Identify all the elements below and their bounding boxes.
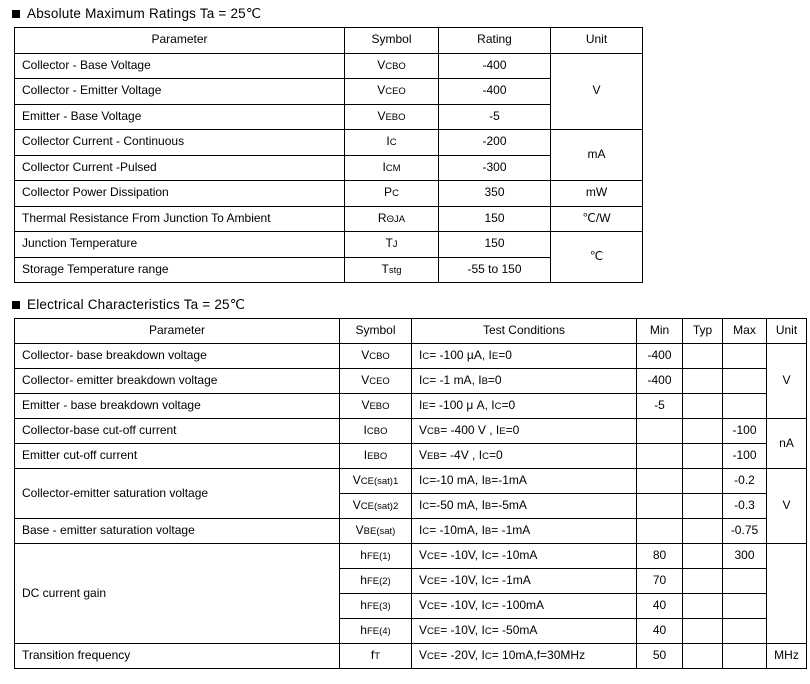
table-row — [15, 344, 807, 369]
header-unit: Unit — [767, 319, 807, 344]
symbol-main: T — [385, 236, 393, 251]
symbol-subscript: J — [392, 239, 398, 251]
row-min — [637, 419, 683, 444]
header-rating: Rating — [439, 28, 551, 54]
cond-rest: = -10mA, I — [429, 523, 485, 538]
electrical-characteristics-table — [14, 318, 807, 669]
header-min: Min — [637, 319, 683, 344]
row-test-conditions — [412, 569, 637, 594]
row-typ — [683, 394, 723, 419]
row-unit-voltage: V — [551, 53, 643, 130]
symbol-subscript: CEO — [385, 86, 406, 98]
cond-sub2: C — [484, 551, 492, 563]
row-min: -400 — [637, 344, 683, 369]
cond-rest2: = -1mA — [491, 573, 531, 588]
cond-sub: C — [422, 476, 430, 488]
row-parameter: Collector- base breakdown voltage — [15, 344, 340, 369]
table-row — [15, 130, 643, 156]
symbol-main: R — [377, 210, 387, 225]
section-title-electrical-characteristics — [12, 297, 810, 313]
table-header-row — [15, 28, 643, 54]
cond-rest: = -10V, I — [440, 598, 485, 613]
row-typ — [683, 619, 723, 644]
row-max — [723, 594, 767, 619]
row-typ — [683, 594, 723, 619]
cond-rest: = -100 μ A, I — [428, 398, 495, 413]
row-symbol — [345, 104, 439, 130]
cond-rest2: = -100mA — [491, 598, 545, 613]
row-unit-voltage-breakdown: V — [767, 344, 807, 419]
table-row — [15, 206, 643, 232]
cond-sub: CE — [427, 551, 441, 563]
cond-main: V — [419, 548, 428, 563]
table-row — [15, 469, 807, 494]
row-parameter: Transition frequency — [15, 644, 340, 669]
row-rating: -300 — [439, 155, 551, 181]
cond-sub: CE — [427, 576, 441, 588]
row-parameter: Collector Current - Continuous — [15, 130, 345, 156]
row-test-conditions — [412, 519, 637, 544]
symbol-main: V — [377, 108, 386, 123]
row-typ — [683, 494, 723, 519]
absolute-maximum-ratings-table — [14, 27, 643, 283]
row-symbol — [340, 469, 412, 494]
row-unit-volt-sat: V — [767, 469, 807, 544]
symbol-subscript: BE(sat) — [363, 526, 396, 538]
row-min: 40 — [637, 619, 683, 644]
symbol-subscript: CE(sat)1 — [360, 476, 399, 488]
symbol-subscript: ΘJA — [386, 213, 406, 225]
table-header-row — [15, 319, 807, 344]
row-typ — [683, 544, 723, 569]
cond-main: V — [419, 448, 428, 463]
symbol-main: V — [377, 57, 386, 72]
row-symbol — [345, 181, 439, 207]
header-parameter: Parameter — [15, 28, 345, 54]
cond-sub2: C — [484, 601, 492, 613]
symbol-subscript: C — [389, 137, 397, 149]
row-max: -0.3 — [723, 494, 767, 519]
row-symbol — [340, 594, 412, 619]
cond-main: I — [419, 523, 423, 538]
cond-main: I — [419, 398, 423, 413]
symbol-main: V — [361, 398, 370, 413]
cond-sub2: C — [484, 651, 492, 663]
row-symbol — [345, 257, 439, 283]
symbol-main: I — [386, 134, 390, 149]
row-test-conditions — [412, 419, 637, 444]
cond-main: V — [419, 623, 428, 638]
row-min: 80 — [637, 544, 683, 569]
row-symbol — [345, 130, 439, 156]
square-bullet-icon — [12, 10, 20, 18]
row-unit-gain — [767, 544, 807, 644]
cond-rest: = -20V, I — [440, 648, 485, 663]
row-parameter: Storage Temperature range — [15, 257, 345, 283]
cond-rest2: =-5mA — [491, 498, 527, 513]
cond-sub: E — [422, 401, 429, 413]
symbol-subscript: stg — [388, 264, 402, 276]
symbol-subscript: EBO — [367, 451, 388, 463]
symbol-subscript: CE(sat)2 — [360, 501, 399, 513]
table-row — [15, 419, 807, 444]
row-parameter: Emitter - Base Voltage — [15, 104, 345, 130]
table-row — [15, 369, 807, 394]
row-test-conditions — [412, 444, 637, 469]
symbol-subscript: FE(3) — [366, 601, 391, 613]
row-parameter: Collector-base cut-off current — [15, 419, 340, 444]
symbol-main: T — [381, 261, 389, 276]
row-rating: -55 to 150 — [439, 257, 551, 283]
section-title-absolute-maximum-ratings — [12, 6, 810, 22]
symbol-subscript: EBO — [385, 111, 406, 123]
row-test-conditions — [412, 469, 637, 494]
cond-rest2: = -50mA — [491, 623, 538, 638]
row-min: 40 — [637, 594, 683, 619]
cond-main: V — [419, 573, 428, 588]
cond-main: I — [419, 473, 423, 488]
row-test-conditions — [412, 644, 637, 669]
cond-rest: =-50 mA, I — [429, 498, 485, 513]
row-typ — [683, 519, 723, 544]
cond-rest2: =0 — [487, 373, 502, 388]
cond-sub: C — [422, 501, 430, 513]
row-unit: ℃/W — [551, 206, 643, 232]
row-max: -100 — [723, 419, 767, 444]
header-max: Max — [723, 319, 767, 344]
row-parameter: Collector Power Dissipation — [15, 181, 345, 207]
symbol-subscript: CBO — [369, 351, 390, 363]
header-parameter: Parameter — [15, 319, 340, 344]
table-row — [15, 444, 807, 469]
table-row — [15, 544, 807, 569]
row-typ — [683, 344, 723, 369]
cond-sub2: E — [491, 351, 499, 363]
cond-sub: C — [422, 526, 430, 538]
row-unit-nanoamp: nA — [767, 419, 807, 469]
row-unit-temperature: ℃ — [551, 232, 643, 283]
cond-rest2: =-1mA — [491, 473, 527, 488]
row-typ — [683, 469, 723, 494]
cond-rest: = -400 V , I — [440, 423, 500, 438]
symbol-main: I — [363, 448, 368, 463]
table-row — [15, 104, 643, 130]
header-test-conditions: Test Conditions — [412, 319, 637, 344]
row-symbol — [340, 419, 412, 444]
symbol-main: V — [355, 523, 364, 538]
row-symbol — [340, 369, 412, 394]
row-symbol — [340, 569, 412, 594]
row-rating: -400 — [439, 79, 551, 105]
symbol-subscript: CEO — [369, 376, 390, 388]
row-parameter: Collector - Emitter Voltage — [15, 79, 345, 105]
row-rating: -200 — [439, 130, 551, 156]
cond-main: V — [419, 598, 428, 613]
row-symbol — [345, 53, 439, 79]
header-symbol: Symbol — [340, 319, 412, 344]
cond-sub2: B — [484, 526, 492, 538]
row-max: -100 — [723, 444, 767, 469]
row-parameter: Base - emitter saturation voltage — [15, 519, 340, 544]
cond-rest: = -100 µA, I — [429, 348, 492, 363]
row-rating: -5 — [439, 104, 551, 130]
cond-rest: = -10V, I — [440, 623, 485, 638]
row-max: -0.2 — [723, 469, 767, 494]
row-test-conditions — [412, 394, 637, 419]
cond-rest2: =0 — [488, 448, 503, 463]
symbol-subscript: C — [392, 188, 399, 200]
cond-main: V — [419, 423, 428, 438]
symbol-main: V — [377, 83, 386, 98]
row-test-conditions — [412, 494, 637, 519]
row-parameter: DC current gain — [15, 544, 340, 644]
symbol-subscript: CM — [385, 162, 401, 174]
row-parameter: Emitter - base breakdown voltage — [15, 394, 340, 419]
symbol-main: h — [360, 573, 367, 588]
symbol-main: V — [361, 348, 370, 363]
symbol-main: h — [360, 598, 367, 613]
symbol-main: P — [384, 185, 393, 200]
row-symbol — [345, 155, 439, 181]
row-unit-current: mA — [551, 130, 643, 181]
row-max — [723, 569, 767, 594]
cond-main: I — [419, 373, 423, 388]
symbol-subscript: FE(4) — [366, 626, 391, 638]
row-parameter: Collector- emitter breakdown voltage — [15, 369, 340, 394]
cond-rest: = -1 mA, I — [429, 373, 482, 388]
cond-sub2: B — [484, 501, 492, 513]
row-symbol — [345, 232, 439, 258]
row-rating: 150 — [439, 206, 551, 232]
row-max — [723, 344, 767, 369]
cond-sub2: C — [494, 401, 502, 413]
cond-main: I — [419, 348, 423, 363]
symbol-main: h — [360, 623, 367, 638]
row-symbol — [340, 519, 412, 544]
row-symbol — [340, 444, 412, 469]
row-max — [723, 619, 767, 644]
row-parameter: Collector Current -Pulsed — [15, 155, 345, 181]
row-parameter: Junction Temperature — [15, 232, 345, 258]
row-min — [637, 519, 683, 544]
symbol-main: V — [352, 473, 361, 488]
cond-rest: = -10V, I — [440, 548, 485, 563]
cond-sub: C — [422, 351, 430, 363]
cond-sub2: E — [499, 426, 506, 438]
table-row — [15, 232, 643, 258]
table-row — [15, 53, 643, 79]
row-typ — [683, 644, 723, 669]
table-row — [15, 181, 643, 207]
row-rating: 150 — [439, 232, 551, 258]
symbol-subscript: EBO — [369, 401, 390, 413]
row-unit: MHz — [767, 644, 807, 669]
cond-rest2: = 10mA,f=30MHz — [491, 648, 586, 663]
row-symbol — [340, 344, 412, 369]
row-min: -5 — [637, 394, 683, 419]
row-symbol — [340, 494, 412, 519]
cond-sub2: C — [484, 576, 492, 588]
row-symbol — [340, 644, 412, 669]
row-max — [723, 394, 767, 419]
cond-rest2: =0 — [505, 423, 520, 438]
row-symbol — [345, 206, 439, 232]
cond-sub2: B — [481, 376, 488, 388]
cond-rest2: = -1mA — [491, 523, 531, 538]
symbol-subscript: FE(1) — [366, 551, 391, 563]
row-symbol — [345, 79, 439, 105]
header-unit: Unit — [551, 28, 643, 54]
symbol-main: f — [370, 648, 375, 663]
row-parameter: Collector - Base Voltage — [15, 53, 345, 79]
row-min — [637, 469, 683, 494]
cond-rest: = -10V, I — [440, 573, 485, 588]
symbol-main: V — [352, 498, 361, 513]
row-test-conditions — [412, 369, 637, 394]
row-symbol — [340, 394, 412, 419]
symbol-subscript: T — [374, 651, 381, 663]
row-typ — [683, 419, 723, 444]
symbol-subscript: CBO — [385, 60, 406, 72]
row-parameter: Collector-emitter saturation voltage — [15, 469, 340, 519]
row-typ — [683, 369, 723, 394]
row-min — [637, 494, 683, 519]
header-symbol: Symbol — [345, 28, 439, 54]
table-row — [15, 257, 643, 283]
row-rating: -400 — [439, 53, 551, 79]
cond-rest: = -4V , I — [439, 448, 483, 463]
cond-main: V — [419, 648, 428, 663]
row-symbol — [340, 619, 412, 644]
table-row — [15, 155, 643, 181]
cond-sub2: C — [484, 626, 492, 638]
row-parameter: Emitter cut-off current — [15, 444, 340, 469]
cond-sub: CB — [427, 426, 441, 438]
cond-rest2: =0 — [501, 398, 516, 413]
section-1-title-text: Absolute Maximum Ratings Ta = 25℃ — [27, 6, 262, 21]
symbol-main: h — [360, 548, 367, 563]
cond-rest2: =0 — [498, 348, 512, 363]
cond-main: I — [419, 498, 423, 513]
cond-rest: =-10 mA, I — [429, 473, 485, 488]
cond-sub2: C — [482, 451, 489, 463]
symbol-main: I — [363, 423, 367, 438]
symbol-subscript: CBO — [366, 426, 388, 438]
row-min: -400 — [637, 369, 683, 394]
symbol-subscript: FE(2) — [366, 576, 391, 588]
row-typ — [683, 569, 723, 594]
cond-sub: EB — [427, 451, 440, 463]
cond-sub: CE — [427, 626, 441, 638]
symbol-main: I — [382, 159, 386, 174]
row-max: -0.75 — [723, 519, 767, 544]
row-test-conditions — [412, 594, 637, 619]
row-max — [723, 369, 767, 394]
row-max — [723, 644, 767, 669]
row-test-conditions — [412, 344, 637, 369]
row-typ — [683, 444, 723, 469]
row-symbol — [340, 544, 412, 569]
row-parameter: Thermal Resistance From Junction To Ambient — [15, 206, 345, 232]
table-row — [15, 519, 807, 544]
header-typ: Typ — [683, 319, 723, 344]
table-row — [15, 79, 643, 105]
symbol-main: V — [361, 373, 370, 388]
cond-sub: C — [422, 376, 430, 388]
cond-rest2: = -10mA — [491, 548, 538, 563]
square-bullet-icon — [12, 301, 20, 309]
row-rating: 350 — [439, 181, 551, 207]
row-min: 70 — [637, 569, 683, 594]
section-2-title-text: Electrical Characteristics Ta = 25℃ — [27, 297, 246, 312]
cond-sub: CE — [427, 651, 441, 663]
table-row — [15, 394, 807, 419]
row-test-conditions — [412, 619, 637, 644]
row-unit: mW — [551, 181, 643, 207]
row-max: 300 — [723, 544, 767, 569]
row-min: 50 — [637, 644, 683, 669]
cond-sub: CE — [427, 601, 441, 613]
table-row — [15, 644, 807, 669]
row-min — [637, 444, 683, 469]
row-test-conditions — [412, 544, 637, 569]
cond-sub2: B — [484, 476, 492, 488]
